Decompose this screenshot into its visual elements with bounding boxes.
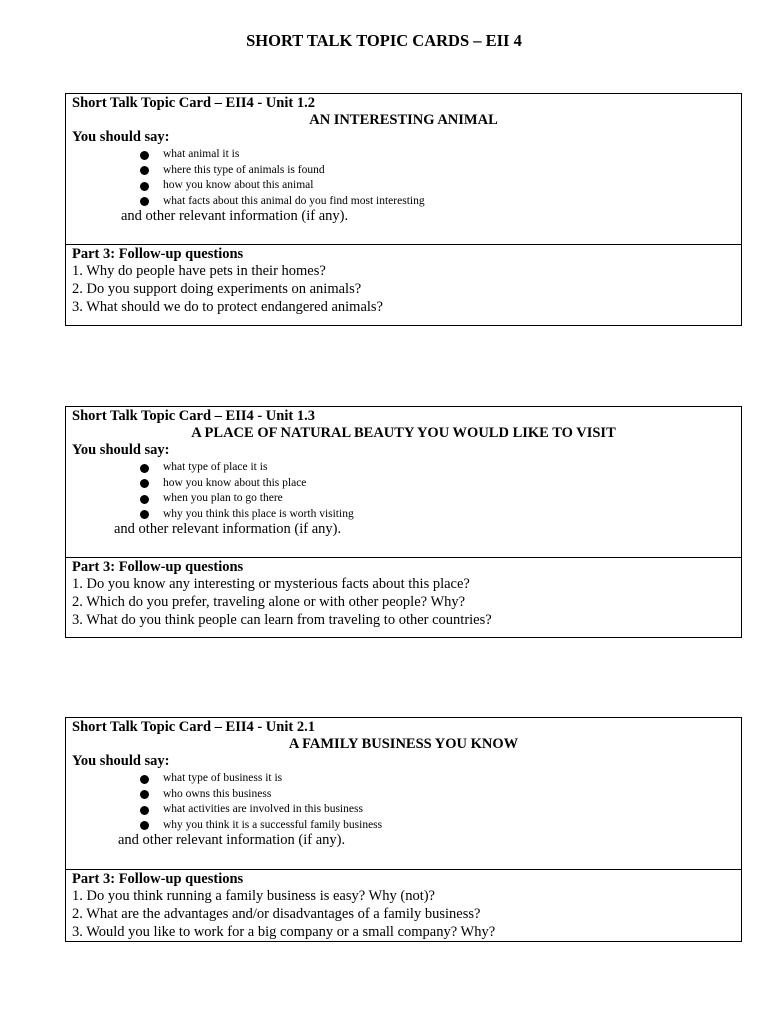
topic-card-unit-1-2 xyxy=(65,93,742,326)
card-followup-section xyxy=(66,870,741,941)
card-followup-section xyxy=(66,245,741,325)
closing-text: and other relevant information (if any). xyxy=(121,208,349,224)
bullet-icon xyxy=(140,510,149,519)
list-item: where this type of animals is found xyxy=(140,163,425,179)
list-item: who owns this business xyxy=(140,787,382,803)
bullet-icon xyxy=(140,197,149,206)
card-topic: AN INTERESTING ANIMAL xyxy=(309,112,498,128)
card-followup-section xyxy=(66,558,741,637)
closing-text: and other relevant information (if any). xyxy=(114,521,342,537)
list-item: what type of place it is xyxy=(140,460,354,476)
bullet-icon xyxy=(140,151,149,160)
card-label: Short Talk Topic Card – EII4 - Unit 2.1 xyxy=(72,719,315,735)
card-prompt-section xyxy=(66,94,741,245)
you-should-say-label: You should say: xyxy=(72,753,170,769)
list-item: when you plan to go there xyxy=(140,491,354,507)
list-item: what facts about this animal do you find most interesting xyxy=(140,194,425,210)
bullet-icon xyxy=(140,821,149,830)
followup-heading: Part 3: Follow-up questions xyxy=(72,559,244,575)
bullet-icon xyxy=(140,495,149,504)
card-prompt-section xyxy=(66,718,741,870)
followup-question: 1. Do you think running a family business is easy? Why (not)? xyxy=(72,888,435,904)
bullet-icon xyxy=(140,166,149,175)
bullet-icon xyxy=(140,790,149,799)
bullet-icon xyxy=(140,775,149,784)
list-item: why you think this place is worth visiting xyxy=(140,507,354,523)
closing-text: and other relevant information (if any). xyxy=(118,832,346,848)
bullet-icon xyxy=(140,182,149,191)
bullet-list xyxy=(140,147,425,209)
followup-question: 3. What should we do to protect endangered animals? xyxy=(72,299,383,315)
followup-heading: Part 3: Follow-up questions xyxy=(72,246,244,262)
topic-card-unit-1-3 xyxy=(65,406,742,638)
card-prompt-section xyxy=(66,407,741,558)
list-item: what animal it is xyxy=(140,147,425,163)
you-should-say-label: You should say: xyxy=(72,129,170,145)
list-item: what activities are involved in this business xyxy=(140,802,382,818)
followup-heading: Part 3: Follow-up questions xyxy=(72,871,244,887)
list-item: how you know about this animal xyxy=(140,178,425,194)
followup-question: 1. Why do people have pets in their homes? xyxy=(72,263,326,279)
bullet-icon xyxy=(140,479,149,488)
bullet-list xyxy=(140,460,354,522)
followup-question: 3. What do you think people can learn from traveling to other countries? xyxy=(72,612,492,628)
card-label: Short Talk Topic Card – EII4 - Unit 1.2 xyxy=(72,95,315,111)
list-item: why you think it is a successful family business xyxy=(140,818,382,834)
followup-question: 2. What are the advantages and/or disadvantages of a family business? xyxy=(72,906,481,922)
list-item: how you know about this place xyxy=(140,476,354,492)
list-item: what type of business it is xyxy=(140,771,382,787)
card-label: Short Talk Topic Card – EII4 - Unit 1.3 xyxy=(72,408,315,424)
followup-question: 2. Do you support doing experiments on animals? xyxy=(72,281,362,297)
bullet-icon xyxy=(140,806,149,815)
card-topic: A FAMILY BUSINESS YOU KNOW xyxy=(288,736,519,752)
bullet-list xyxy=(140,771,382,833)
followup-question: 3. Would you like to work for a big company or a small company? Why? xyxy=(72,924,496,940)
page-title: SHORT TALK TOPIC CARDS – EII 4 xyxy=(246,31,522,50)
card-topic: A PLACE OF NATURAL BEAUTY YOU WOULD LIKE TO VISIT xyxy=(191,425,616,441)
you-should-say-label: You should say: xyxy=(72,442,170,458)
topic-card-unit-2-1 xyxy=(65,717,742,942)
followup-question: 1. Do you know any interesting or mysterious facts about this place? xyxy=(72,576,470,592)
bullet-icon xyxy=(140,464,149,473)
followup-question: 2. Which do you prefer, traveling alone or with other people? Why? xyxy=(72,594,466,610)
